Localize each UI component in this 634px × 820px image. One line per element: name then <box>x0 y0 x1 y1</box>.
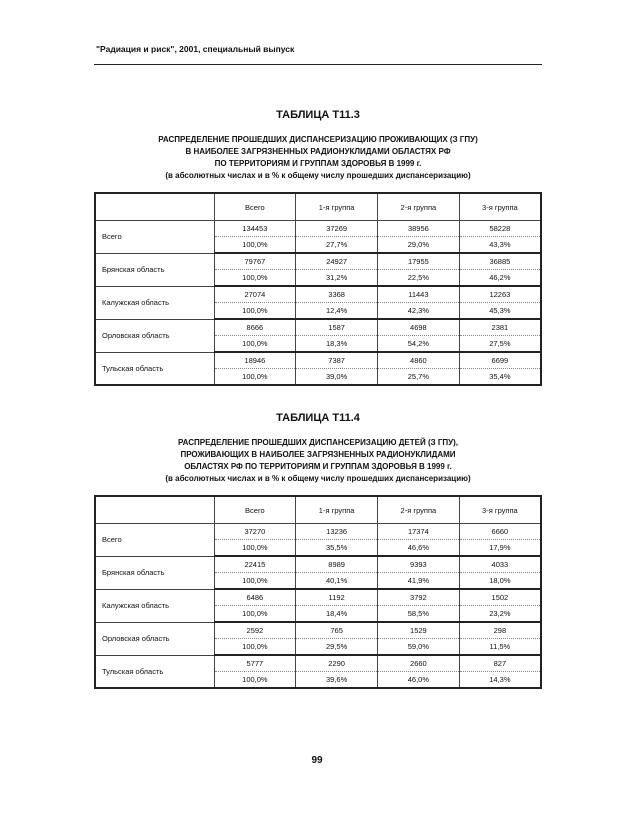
percent-cell: 41,9% <box>378 573 460 590</box>
percent-cell: 18,4% <box>296 606 378 623</box>
percent-cell: 23,2% <box>459 606 541 623</box>
table-row <box>95 253 541 270</box>
count-cell: 37270 <box>214 524 296 540</box>
table-title: ТАБЛИЦА Т11.4 <box>276 412 360 424</box>
percent-cell: 39,0% <box>296 369 378 386</box>
count-cell: 9393 <box>378 556 460 573</box>
table-row <box>95 352 541 369</box>
percent-cell: 29,5% <box>296 639 378 656</box>
caption-line: ПО ТЕРРИТОРИЯМ И ГРУППАМ ЗДОРОВЬЯ В 1999 г. <box>214 159 422 168</box>
header-cell-empty <box>95 193 214 221</box>
count-cell: 765 <box>296 622 378 639</box>
caption-line: (в абсолютных числах и в % к общему числу прошедших диспансеризацию) <box>165 171 471 180</box>
percent-cell: 14,3% <box>459 672 541 689</box>
percent-cell: 17,9% <box>459 540 541 557</box>
percent-cell: 54,2% <box>378 336 460 353</box>
percent-cell: 27,7% <box>296 237 378 254</box>
percent-cell: 100,0% <box>214 606 296 623</box>
count-cell: 4698 <box>378 319 460 336</box>
table-row <box>95 622 541 639</box>
table-row <box>95 589 541 606</box>
count-cell: 1502 <box>459 589 541 606</box>
table-row <box>95 655 541 672</box>
percent-cell: 100,0% <box>214 573 296 590</box>
table-row <box>95 319 541 336</box>
region-label: Калужская область <box>95 589 214 622</box>
percent-cell: 29,0% <box>378 237 460 254</box>
page-number: 99 <box>311 755 323 766</box>
count-cell: 7387 <box>296 352 378 369</box>
percent-cell: 100,0% <box>214 672 296 689</box>
caption-line: ПРОЖИВАЮЩИХ В НАИБОЛЕЕ ЗАГРЯЗНЕННЫХ РАДИОНУКЛИДАМИ <box>180 450 456 459</box>
count-cell: 11443 <box>378 286 460 303</box>
percent-cell: 46,0% <box>378 672 460 689</box>
region-label: Всего <box>95 524 214 557</box>
count-cell: 22415 <box>214 556 296 573</box>
count-cell: 5777 <box>214 655 296 672</box>
count-cell: 17374 <box>378 524 460 540</box>
count-cell: 1529 <box>378 622 460 639</box>
count-cell: 13236 <box>296 524 378 540</box>
percent-cell: 40,1% <box>296 573 378 590</box>
column-header: 1-я группа <box>296 496 378 524</box>
caption-line: РАСПРЕДЕЛЕНИЕ ПРОШЕДШИХ ДИСПАНСЕРИЗАЦИЮ ПРОЖИВАЮЩИХ (З ГПУ) <box>158 135 478 144</box>
count-cell: 1587 <box>296 319 378 336</box>
table-row <box>95 524 541 540</box>
caption-line: ОБЛАСТЯХ РФ ПО ТЕРРИТОРИЯМ И ГРУППАМ ЗДОРОВЬЯ В 1999 г. <box>184 462 452 471</box>
count-cell: 298 <box>459 622 541 639</box>
count-cell: 1192 <box>296 589 378 606</box>
count-cell: 4860 <box>378 352 460 369</box>
region-label: Орловская область <box>95 622 214 655</box>
count-cell: 12263 <box>459 286 541 303</box>
table-row <box>95 286 541 303</box>
count-cell: 24927 <box>296 253 378 270</box>
count-cell: 2381 <box>459 319 541 336</box>
percent-cell: 18,0% <box>459 573 541 590</box>
header-rule <box>94 64 542 65</box>
percent-cell: 39,6% <box>296 672 378 689</box>
region-label: Тульская область <box>95 352 214 385</box>
percent-cell: 58,5% <box>378 606 460 623</box>
column-header: 2-я группа <box>378 496 460 524</box>
count-cell: 6699 <box>459 352 541 369</box>
count-cell: 6486 <box>214 589 296 606</box>
column-header: 3-я группа <box>459 496 541 524</box>
percent-cell: 25,7% <box>378 369 460 386</box>
count-cell: 8666 <box>214 319 296 336</box>
column-header: Всего <box>214 496 296 524</box>
percent-cell: 42,3% <box>378 303 460 320</box>
data-table-t11-4 <box>94 495 542 689</box>
column-header: 1-я группа <box>296 193 378 221</box>
percent-cell: 43,3% <box>459 237 541 254</box>
column-header: 3-я группа <box>459 193 541 221</box>
count-cell: 37269 <box>296 221 378 237</box>
table-header-row <box>95 193 541 221</box>
count-cell: 18946 <box>214 352 296 369</box>
region-label: Тульская область <box>95 655 214 688</box>
percent-cell: 100,0% <box>214 237 296 254</box>
table-caption <box>94 134 542 182</box>
count-cell: 827 <box>459 655 541 672</box>
count-cell: 27074 <box>214 286 296 303</box>
count-cell: 3792 <box>378 589 460 606</box>
count-cell: 134453 <box>214 221 296 237</box>
count-cell: 6660 <box>459 524 541 540</box>
count-cell: 58228 <box>459 221 541 237</box>
percent-cell: 100,0% <box>214 369 296 386</box>
count-cell: 2592 <box>214 622 296 639</box>
percent-cell: 100,0% <box>214 270 296 287</box>
data-table-t11-3 <box>94 192 542 386</box>
table-title: ТАБЛИЦА Т11.3 <box>276 109 360 121</box>
percent-cell: 27,5% <box>459 336 541 353</box>
count-cell: 8989 <box>296 556 378 573</box>
table-row <box>95 221 541 237</box>
percent-cell: 100,0% <box>214 336 296 353</box>
table-caption <box>94 437 542 485</box>
percent-cell: 18,3% <box>296 336 378 353</box>
count-cell: 4033 <box>459 556 541 573</box>
percent-cell: 22,5% <box>378 270 460 287</box>
count-cell: 36885 <box>459 253 541 270</box>
caption-line: РАСПРЕДЕЛЕНИЕ ПРОШЕДШИХ ДИСПАНСЕРИЗАЦИЮ ДЕТЕЙ (З ГПУ), <box>178 438 458 447</box>
percent-cell: 100,0% <box>214 303 296 320</box>
table-block-t11-4 <box>94 412 542 689</box>
region-label: Орловская область <box>95 319 214 352</box>
percent-cell: 59,0% <box>378 639 460 656</box>
percent-cell: 100,0% <box>214 540 296 557</box>
table-header-row <box>95 496 541 524</box>
column-header: 2-я группа <box>378 193 460 221</box>
percent-cell: 45,3% <box>459 303 541 320</box>
count-cell: 3368 <box>296 286 378 303</box>
region-label: Брянская область <box>95 556 214 589</box>
caption-line: (в абсолютных числах и в % к общему числу прошедших диспансеризацию) <box>165 474 471 483</box>
percent-cell: 31,2% <box>296 270 378 287</box>
region-label: Всего <box>95 221 214 254</box>
running-header: "Радиация и риск", 2001, специальный выпуск <box>96 44 295 54</box>
percent-cell: 35,5% <box>296 540 378 557</box>
count-cell: 17955 <box>378 253 460 270</box>
count-cell: 2660 <box>378 655 460 672</box>
column-header: Всего <box>214 193 296 221</box>
percent-cell: 11,5% <box>459 639 541 656</box>
header-cell-empty <box>95 496 214 524</box>
region-label: Калужская область <box>95 286 214 319</box>
table-row <box>95 556 541 573</box>
percent-cell: 12,4% <box>296 303 378 320</box>
count-cell: 38956 <box>378 221 460 237</box>
percent-cell: 100,0% <box>214 639 296 656</box>
count-cell: 79767 <box>214 253 296 270</box>
region-label: Брянская область <box>95 253 214 286</box>
caption-line: В НАИБОЛЕЕ ЗАГРЯЗНЕННЫХ РАДИОНУКЛИДАМИ ОБЛАСТЯХ РФ <box>185 147 451 156</box>
percent-cell: 46,2% <box>459 270 541 287</box>
count-cell: 2290 <box>296 655 378 672</box>
percent-cell: 46,6% <box>378 540 460 557</box>
percent-cell: 35,4% <box>459 369 541 386</box>
table-block-t11-3 <box>94 109 542 386</box>
